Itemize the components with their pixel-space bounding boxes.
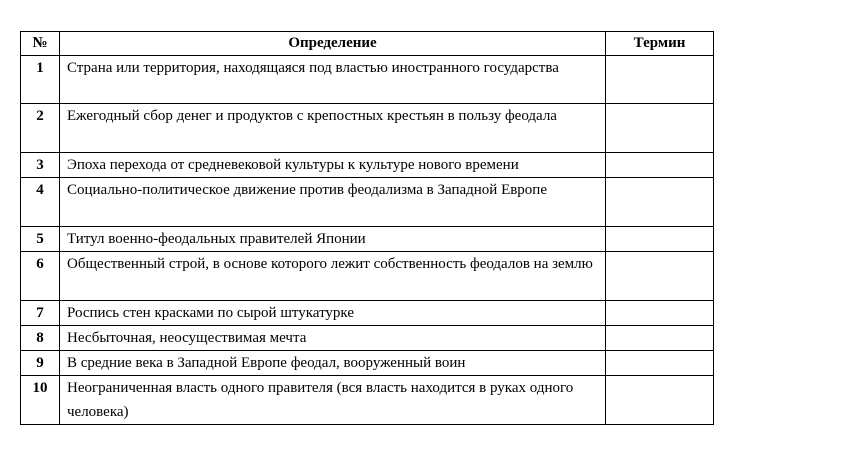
row-number: 1 xyxy=(21,56,60,104)
table-row xyxy=(21,56,714,104)
row-number: 3 xyxy=(21,153,60,178)
row-definition: Страна или территория, находящаяся под властью иностранного государства xyxy=(60,56,606,104)
row-number: 9 xyxy=(21,351,60,376)
row-definition: Общественный строй, в основе которого лежит собственность феодалов на землю xyxy=(60,252,606,301)
row-number: 2 xyxy=(21,104,60,153)
table-row xyxy=(21,326,714,351)
row-term-cell[interactable] xyxy=(606,153,714,178)
table-row xyxy=(21,178,714,227)
table-row xyxy=(21,227,714,252)
row-number: 8 xyxy=(21,326,60,351)
row-definition: Социально-политическое движение против феодализма в Западной Европе xyxy=(60,178,606,227)
row-definition: Неограниченная власть одного правителя (вся власть находится в руках одного человека) xyxy=(60,376,606,425)
row-term-cell[interactable] xyxy=(606,104,714,153)
header-number: № xyxy=(21,32,60,56)
terms-table xyxy=(20,31,714,425)
row-number: 4 xyxy=(21,178,60,227)
row-term-cell[interactable] xyxy=(606,252,714,301)
row-number: 5 xyxy=(21,227,60,252)
table-row xyxy=(21,104,714,153)
header-row xyxy=(21,32,714,56)
row-term-cell[interactable] xyxy=(606,351,714,376)
row-definition: Роспись стен красками по сырой штукатурке xyxy=(60,301,606,326)
row-number: 7 xyxy=(21,301,60,326)
row-definition: Титул военно-феодальных правителей Японии xyxy=(60,227,606,252)
row-term-cell[interactable] xyxy=(606,301,714,326)
row-definition: Ежегодный сбор денег и продуктов с крепостных крестьян в пользу феодала xyxy=(60,104,606,153)
row-definition: Несбыточная, неосуществимая мечта xyxy=(60,326,606,351)
row-definition: Эпоха перехода от средневековой культуры к культуре нового времени xyxy=(60,153,606,178)
row-term-cell[interactable] xyxy=(606,326,714,351)
table-row xyxy=(21,252,714,301)
header-term: Термин xyxy=(606,32,714,56)
row-term-cell[interactable] xyxy=(606,178,714,227)
row-definition: В средние века в Западной Европе феодал, вооруженный воин xyxy=(60,351,606,376)
row-number: 6 xyxy=(21,252,60,301)
table-row xyxy=(21,351,714,376)
table-row xyxy=(21,301,714,326)
row-term-cell[interactable] xyxy=(606,376,714,425)
row-term-cell[interactable] xyxy=(606,227,714,252)
header-definition: Определение xyxy=(60,32,606,56)
table-row xyxy=(21,153,714,178)
row-term-cell[interactable] xyxy=(606,56,714,104)
table-row xyxy=(21,376,714,425)
row-number: 10 xyxy=(21,376,60,425)
